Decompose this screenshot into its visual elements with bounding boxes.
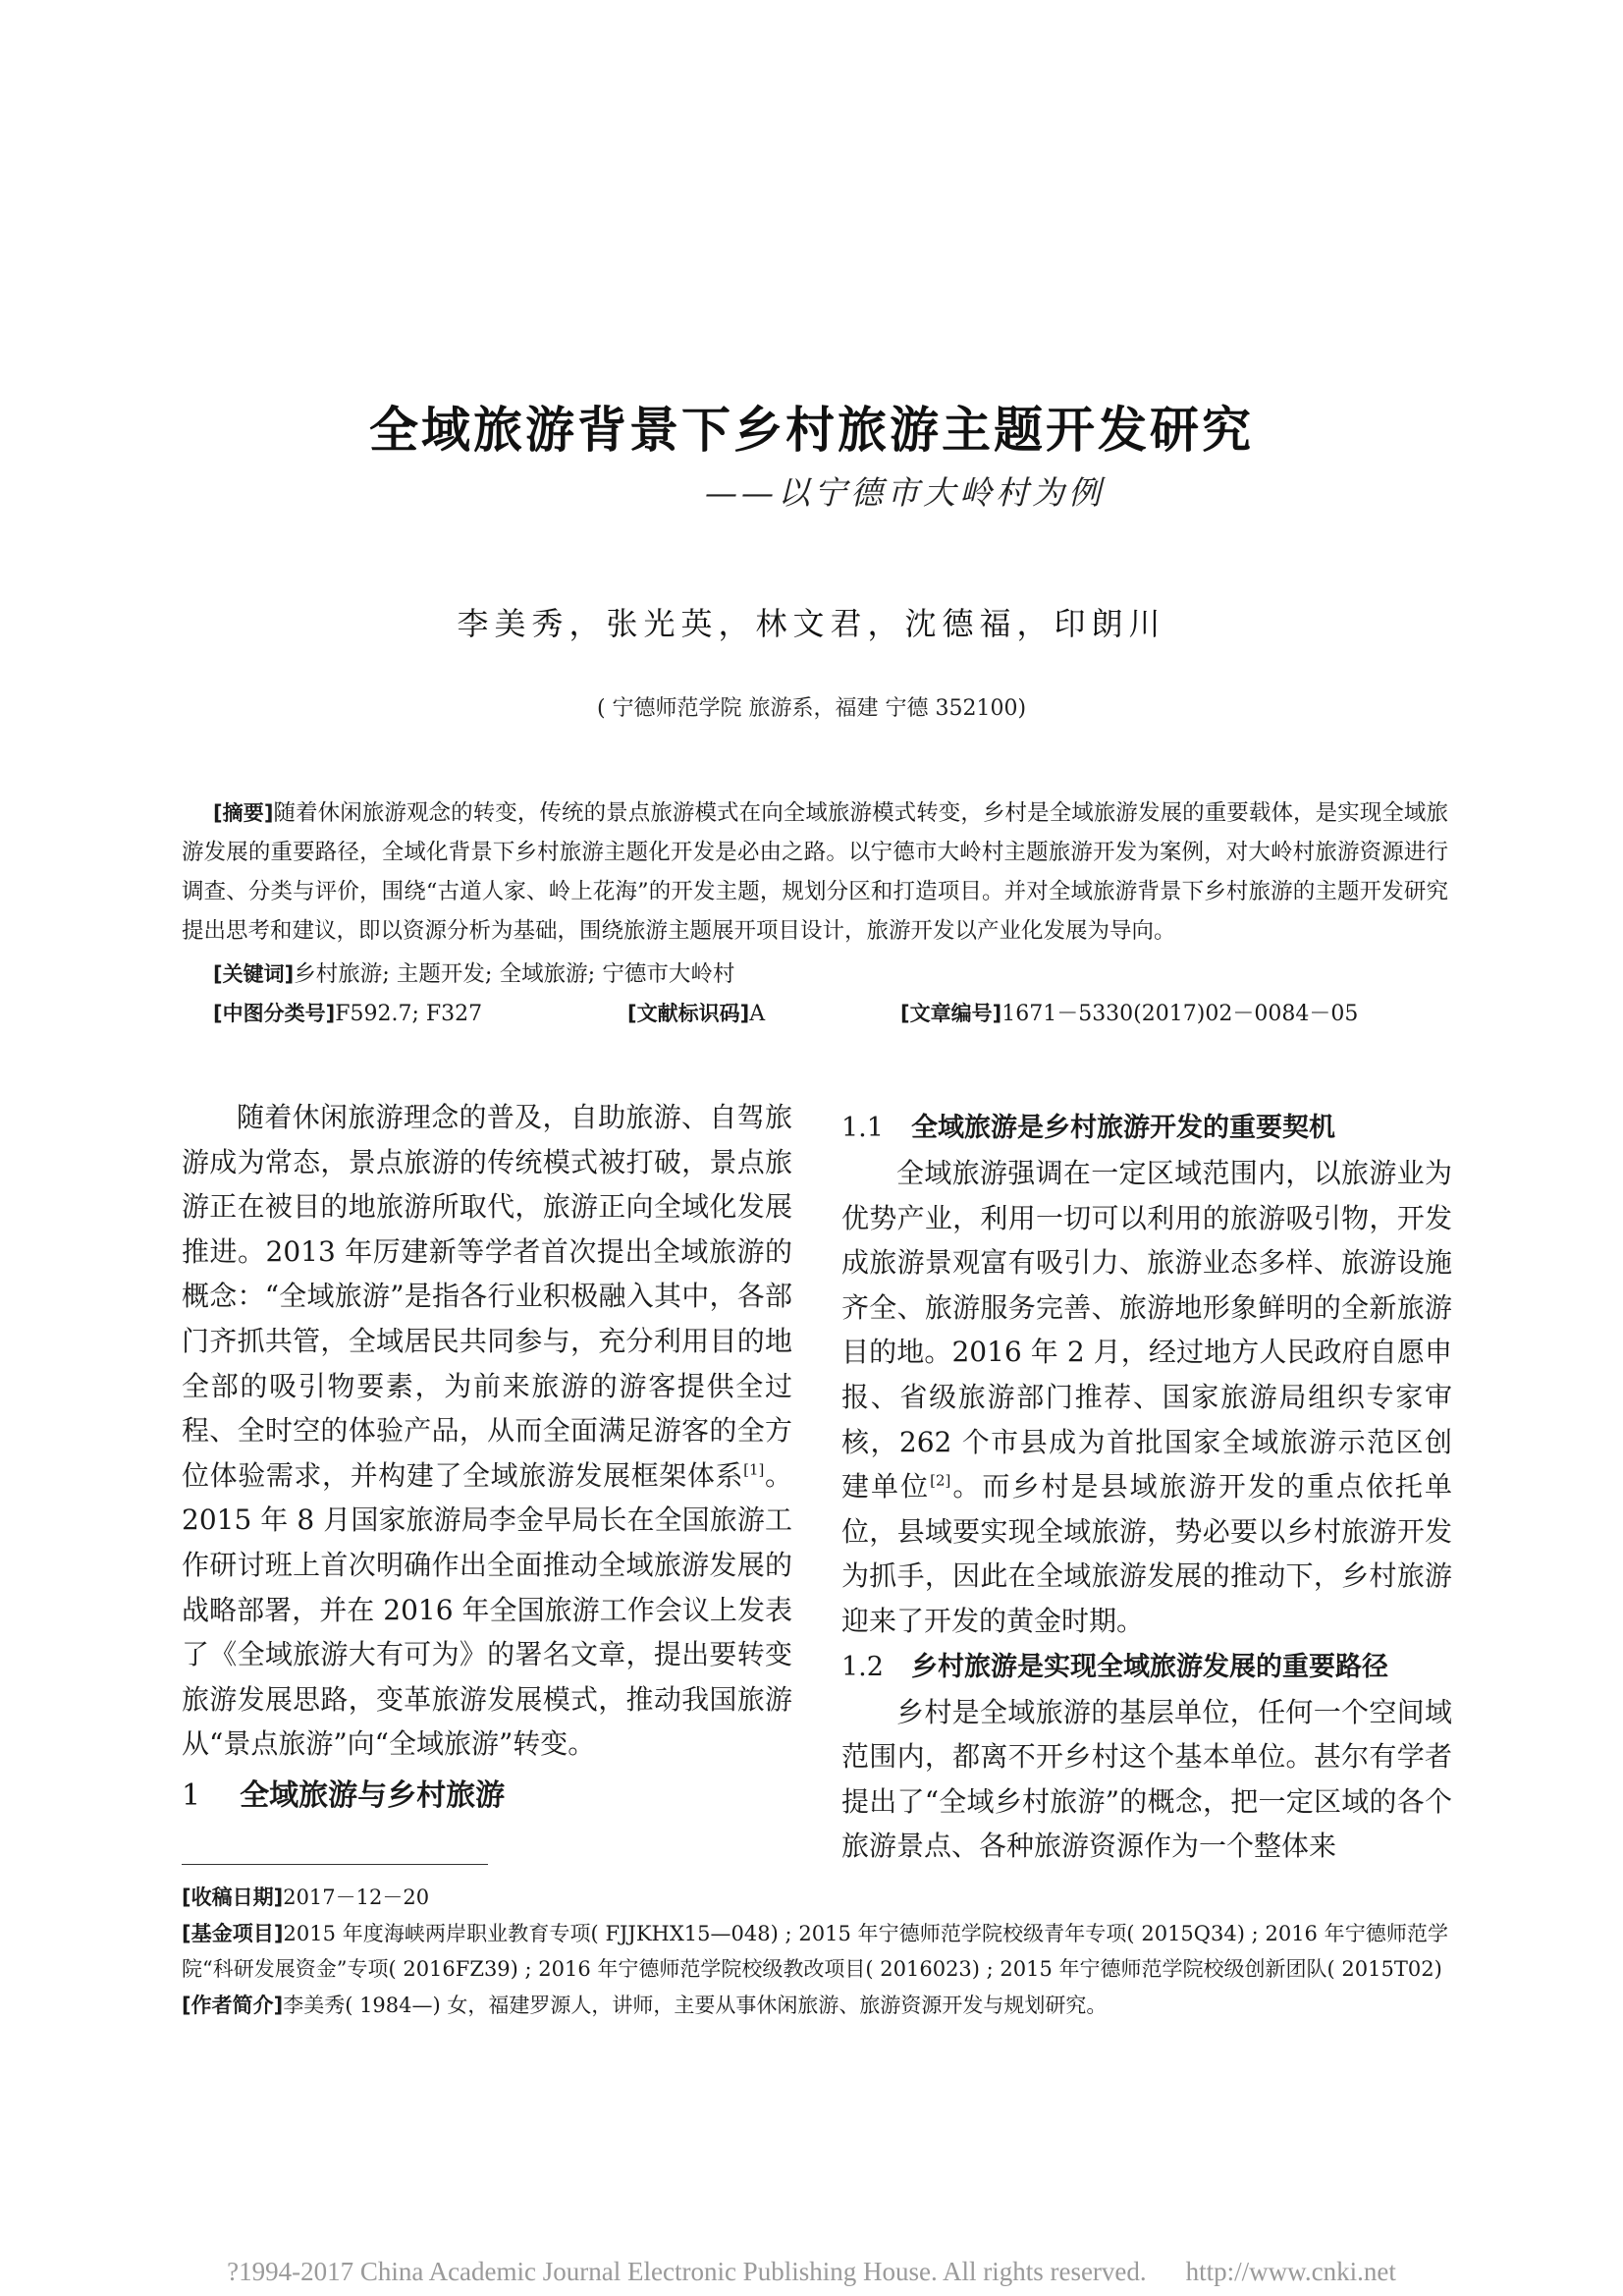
footnote-divider bbox=[182, 1864, 488, 1865]
citation-2: [2] bbox=[930, 1471, 951, 1490]
cnki-link[interactable]: http://www.cnki.net bbox=[1185, 2257, 1396, 2286]
clc-label: [中图分类号] bbox=[213, 1002, 336, 1025]
abstract-label: [摘要] bbox=[213, 801, 274, 825]
received-date: [收稿日期]2017－12－20 bbox=[182, 1886, 430, 1909]
section-1-1-heading: 1.1 全域旅游是乡村旅游开发的重要契机 bbox=[841, 1113, 1335, 1143]
keywords-label: [关键词] bbox=[213, 962, 295, 986]
paper-title: 全域旅游背景下乡村旅游主题开发研究 bbox=[369, 402, 1254, 459]
section-1-heading: 1 全域旅游与乡村旅游 bbox=[182, 1777, 506, 1813]
section-1-1-paragraph: 全域旅游强调在一定区域范围内，以旅游业为优势产业，利用一切可以利用的旅游吸引物，开发成旅游景观富有吸引力、旅游业态多样、旅游设施齐全、旅游服务完善、旅游地形象鲜明的全新旅游目的地。2016 年 2 月，经过地方人民政府自愿申报、省级旅游部门推荐、国家旅游局组织专家审核，262 个市县成为首批国家全域旅游示范区创建单位[2]。而乡村是县域旅游开发的重点依托单位，县域要实现全域旅游，势必要以乡村旅游开发为抓手，因此在全域旅游发展的推动下，乡村旅游迎来了开发的黄金时期。 bbox=[841, 1157, 1452, 1637]
paper-subtitle: ——以宁德市大岭村为例 bbox=[705, 473, 1105, 512]
article-number-value: 1671－5330(2017)02－0084－05 bbox=[1001, 1002, 1359, 1026]
body-right-column bbox=[841, 1105, 1452, 1869]
doc-code-value: A bbox=[749, 1002, 766, 1026]
article-number-label: [文章编号] bbox=[900, 1002, 1002, 1025]
clc-value: F592.7; F327 bbox=[335, 1002, 483, 1026]
intro-paragraph: 随着休闲旅游理念的普及，自助旅游、自驾旅游成为常态，景点旅游的传统模式被打破，景点旅游正在被目的地旅游所取代，旅游正向全域化发展推进。2013 年厉建新等学者首次提出全域旅游的概念：“全域旅游”是指各行业积极融入其中，各部门齐抓共管，全域居民共同参与，充分利用目的地全部的吸引物要素，为前来旅游的游客提供全过程、全时空的体验产品，从而全面满足游客的全方位体验需求，并构建了全域旅游发展框架体系[1]。2015 年 8 月国家旅游局李金早局长在全国旅游工作研讨班上首次明确作出全面推动全域旅游发展的战略部署，并在 2016 年全国旅游工作会议上发表了《全域旅游大有可为》的署名文章，提出要转变旅游发展思路，变革旅游发展模式，推动我国旅游从“景点旅游”向“全域旅游”转变。 bbox=[182, 1101, 792, 1761]
funding-note: [基金项目]2015 年度海峡两岸职业教育专项( FJJKHX15—048) ; 2015 年宁德师范学院校级青年专项( 2015Q34) ; 2016 年宁德师范学院“科研发展资金”专项( 2016FZ39) ; 2016 年宁德师范学院校级教改项目( 2016023) ; 2015 年宁德师范学院校级创新团队( 2015T02) bbox=[182, 1921, 1448, 1981]
section-1-2-paragraph: 乡村是全域旅游的基层单位，任何一个空间域范围内，都离不开乡村这个基本单位。甚尔有学者提出了“全域乡村旅游”的概念，把一定区域的各个旅游景点、各种旅游资源作为一个整体来 bbox=[841, 1695, 1452, 1863]
copyright-footer bbox=[0, 2257, 1623, 2287]
author-bio: [作者简介]李美秀( 1984—) 女，福建罗源人，讲师，主要从事休闲旅游、旅游资源开发与规划研究。 bbox=[182, 1993, 1108, 2017]
body-left-column bbox=[182, 1095, 792, 1822]
citation-1: [1] bbox=[743, 1460, 765, 1479]
abstract-block bbox=[182, 793, 1448, 1034]
classification-row bbox=[182, 994, 1448, 1034]
author-list: 李美秀，张光英，林文君，沈德福，印朗川 bbox=[457, 605, 1166, 642]
keywords-text: 乡村旅游; 主题开发; 全域旅游; 宁德市大岭村 bbox=[294, 961, 735, 987]
doc-code-label: [文献标识码] bbox=[627, 1002, 750, 1025]
abstract-text: 随着休闲旅游观念的转变，传统的景点旅游模式在向全域旅游模式转变，乡村是全域旅游发展的重要载体，是实现全域旅游发展的重要路径，全域化背景下乡村旅游主题化开发是必由之路。以宁德市大岭村主题旅游开发为案例，对大岭村旅游资源进行调查、分类与评价，围绕“古道人家、岭上花海”的开发主题，规划分区和打造项目。并对全域旅游背景下乡村旅游的主题开发研究提出思考和建议，即以资源分析为基础，围绕旅游主题展开项目设计，旅游开发以产业化发展为导向。 bbox=[182, 800, 1448, 944]
footnotes bbox=[182, 1880, 1448, 2023]
affiliation: ( 宁德师范学院 旅游系，福建 宁德 352100) bbox=[596, 696, 1027, 721]
keywords-row bbox=[182, 955, 1448, 994]
abstract-paragraph bbox=[182, 793, 1448, 951]
copyright-text: ?1994-2017 China Academic Journal Electronic Publishing House. All rights reserved. bbox=[227, 2257, 1147, 2286]
section-1-2-heading: 1.2 乡村旅游是实现全域旅游发展的重要路径 bbox=[841, 1651, 1388, 1682]
